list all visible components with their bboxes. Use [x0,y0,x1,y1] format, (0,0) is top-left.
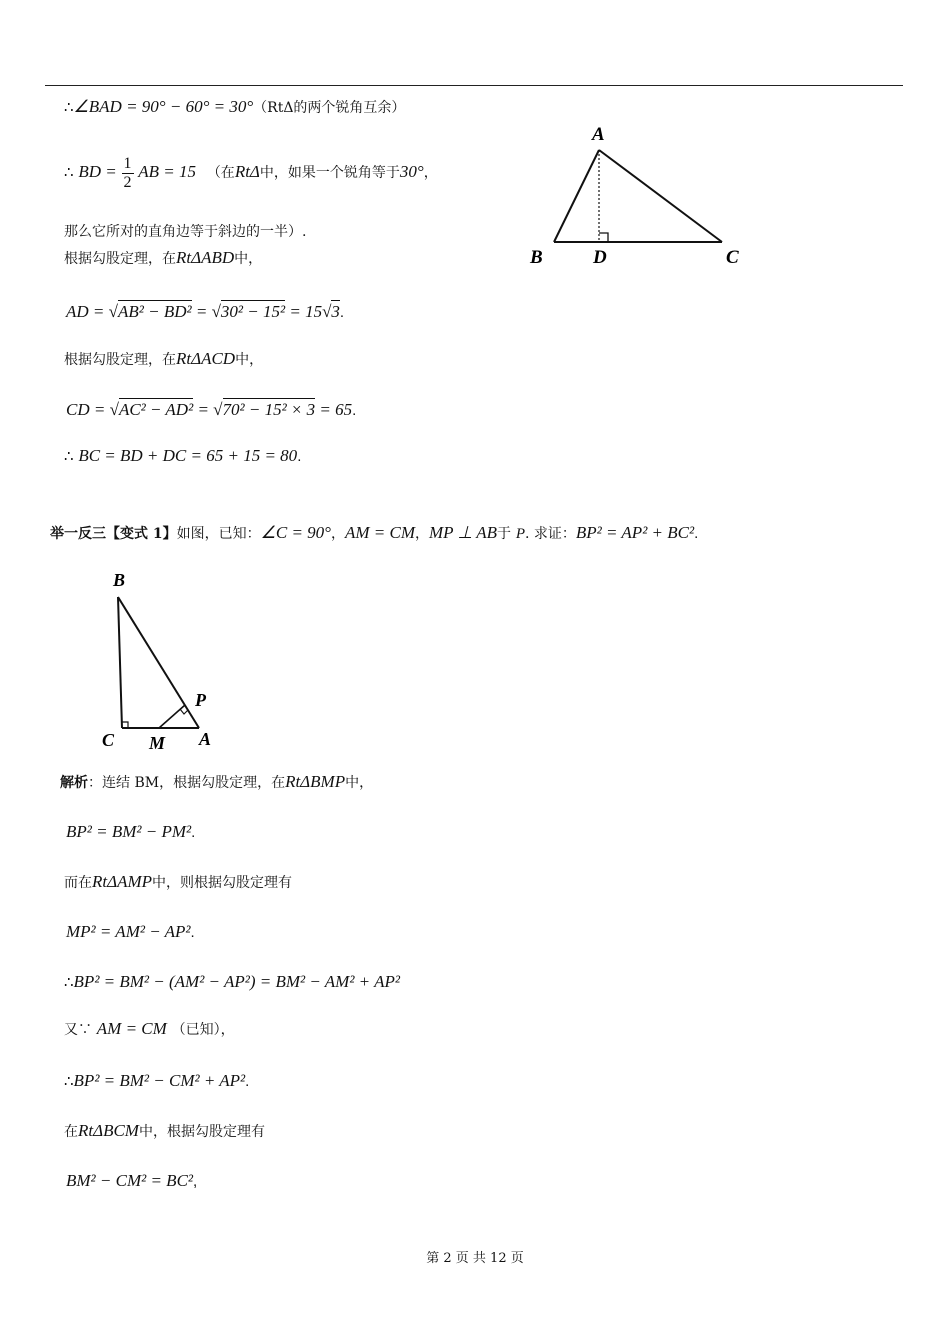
solution-bp: BP² = BM² − PM². [66,822,196,841]
solution-mp: MP² = AM² − AP². [66,922,195,941]
label-d: D [593,247,607,268]
solution-rt-amp: 而在RtΔAMP中，则根据勾股定理有 [64,872,293,891]
label-b: B [530,247,543,268]
step-note-continued: 那么它所对的直角边等于斜边的一半）. [64,224,307,240]
solution-bp-cm: ∴BP² = BM² − CM² + AP². [64,1071,250,1090]
label-c: C [726,247,739,268]
step-bd: ∴ BD = $\frac{1}{2}$ AB = 15 （在RtΔ中，如果一个锐角等于30°， [64,154,438,191]
step-angle-bad: ∴∠BAD = 90° − 60° = 30°（RtΔ的两个锐角互余） [64,97,406,116]
label-m: M [149,733,166,753]
step-bc: ∴ BC = BD + DC = 65 + 15 = 80. [64,446,302,465]
fraction-half: $\frac{1}{2}$ [123,154,132,191]
label-c: C [102,730,115,750]
label-p: P [195,690,206,710]
side-ab [118,597,199,728]
label-b: B [113,570,126,590]
step-cd: CD = √AC² − AD² = √70² − 15² × 3 = 65. [66,400,357,419]
right-angle-mark-d [599,233,608,242]
triangle-abc-figure [520,120,760,270]
problem-statement: 举一反三【变式 1】如图，已知：∠C = 90°，AM = CM，MP ⊥ AB于 P. 求证：BP² = AP² + BC². [50,523,699,542]
step-ad: AD = √AB² − BD² = √30² − 15² = 15√3. [66,302,345,321]
segment-mp [159,705,185,728]
side-ab [554,150,599,242]
step-rt-abd: 根据勾股定理，在RtΔABD中， [64,248,263,267]
page-footer: 第 2 页 共 12 页 [426,1251,524,1266]
side-bc [118,597,122,728]
solution-bc: BM² − CM² = BC², [66,1171,198,1190]
header-rule [45,85,903,86]
step-rt-acd: 根据勾股定理，在RtΔACD中， [64,349,264,368]
label-a: A [199,729,212,749]
side-ac [599,150,722,242]
triangle-bca-figure [95,565,225,755]
solution-am-cm: 又∵ AM = CM （已知）， [64,1019,235,1038]
label-a: A [592,124,605,145]
solution-rt-bcm: 在RtΔBCM中，根据勾股定理有 [64,1121,265,1140]
solution-substitute: ∴BP² = BM² − (AM² − AP²) = BM² − AM² + AP² [64,972,400,991]
solution-intro: 解析：连结 BM，根据勾股定理，在RtΔBMP中， [60,772,374,791]
